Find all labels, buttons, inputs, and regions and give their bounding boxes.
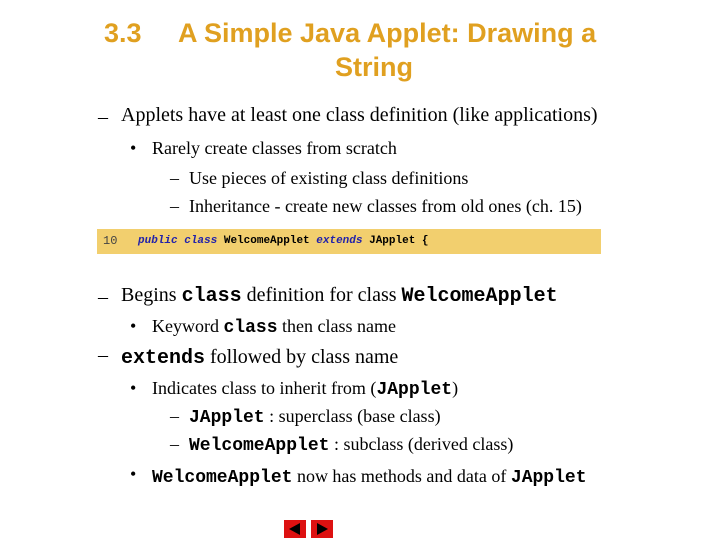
bullet-begins-class <box>121 284 558 308</box>
bullet-applets-class-definition: Applets have at least one class definition (like applications) <box>121 104 598 126</box>
bullet-dot: • <box>130 138 137 158</box>
code-welcomeapplet: WelcomeApplet <box>189 436 330 456</box>
bullet-indicates-inherit <box>152 378 458 400</box>
bullet-dot: • <box>130 464 137 484</box>
text: Indicates class to inherit from ( <box>152 378 377 398</box>
previous-slide-button[interactable] <box>284 520 306 538</box>
title-line-2: String <box>335 52 413 82</box>
code-line-bar <box>97 229 601 254</box>
bullet-dot: • <box>130 316 137 336</box>
bullet-extends <box>121 346 398 370</box>
text: Keyword <box>152 316 224 336</box>
code-line-number: 10 <box>103 234 118 248</box>
code-class: class <box>181 285 242 308</box>
code-keyword-class: class <box>184 235 218 247</box>
next-slide-button[interactable] <box>311 520 333 538</box>
text: : subclass (derived class) <box>329 434 514 454</box>
code-japplet: JApplet <box>510 468 587 488</box>
code-extends: extends <box>121 347 206 370</box>
bullet-keyword-class <box>152 316 396 338</box>
text: ) <box>452 378 459 398</box>
bullet-methods-data <box>152 466 587 488</box>
code-keyword-public: public <box>138 235 178 247</box>
code-class-name: WelcomeApplet <box>223 235 310 247</box>
triangle-left-icon <box>289 523 300 535</box>
bullet-inheritance: Inheritance - create new classes from old ones (ch. 15) <box>189 196 582 216</box>
bullet-dash: – <box>98 344 108 366</box>
code-welcomeapplet: WelcomeApplet <box>152 468 293 488</box>
text: then class name <box>277 316 396 336</box>
bullet-dash: – <box>170 196 179 216</box>
code-class: class <box>223 318 278 338</box>
text: now has methods and data of <box>292 466 511 486</box>
code-keyword-extends: extends <box>316 235 363 247</box>
text: Begins <box>121 284 182 306</box>
text: followed by class name <box>205 346 399 368</box>
bullet-rarely-create: Rarely create classes from scratch <box>152 138 397 158</box>
bullet-dash: – <box>98 286 108 308</box>
bullet-dash: – <box>170 406 179 426</box>
bullet-dot: • <box>130 378 137 398</box>
bullet-dash: – <box>170 168 179 188</box>
text: definition for class <box>241 284 402 306</box>
bullet-use-pieces: Use pieces of existing class definitions <box>189 168 469 188</box>
title-number: 3.3 <box>104 18 142 48</box>
code-japplet: JApplet <box>189 408 265 428</box>
bullet-dash: – <box>170 434 179 454</box>
code-japplet: JApplet <box>376 380 453 400</box>
title-line-1: A Simple Java Applet: Drawing a <box>178 18 597 48</box>
code-welcomeapplet: WelcomeApplet <box>401 285 558 308</box>
code-text <box>138 235 429 247</box>
text: : superclass (base class) <box>264 406 441 426</box>
bullet-subclass <box>189 434 513 456</box>
triangle-right-icon <box>317 523 328 535</box>
code-base-class: JApplet { <box>369 235 429 247</box>
bullet-dash: – <box>98 106 108 128</box>
bullet-superclass <box>189 406 441 428</box>
